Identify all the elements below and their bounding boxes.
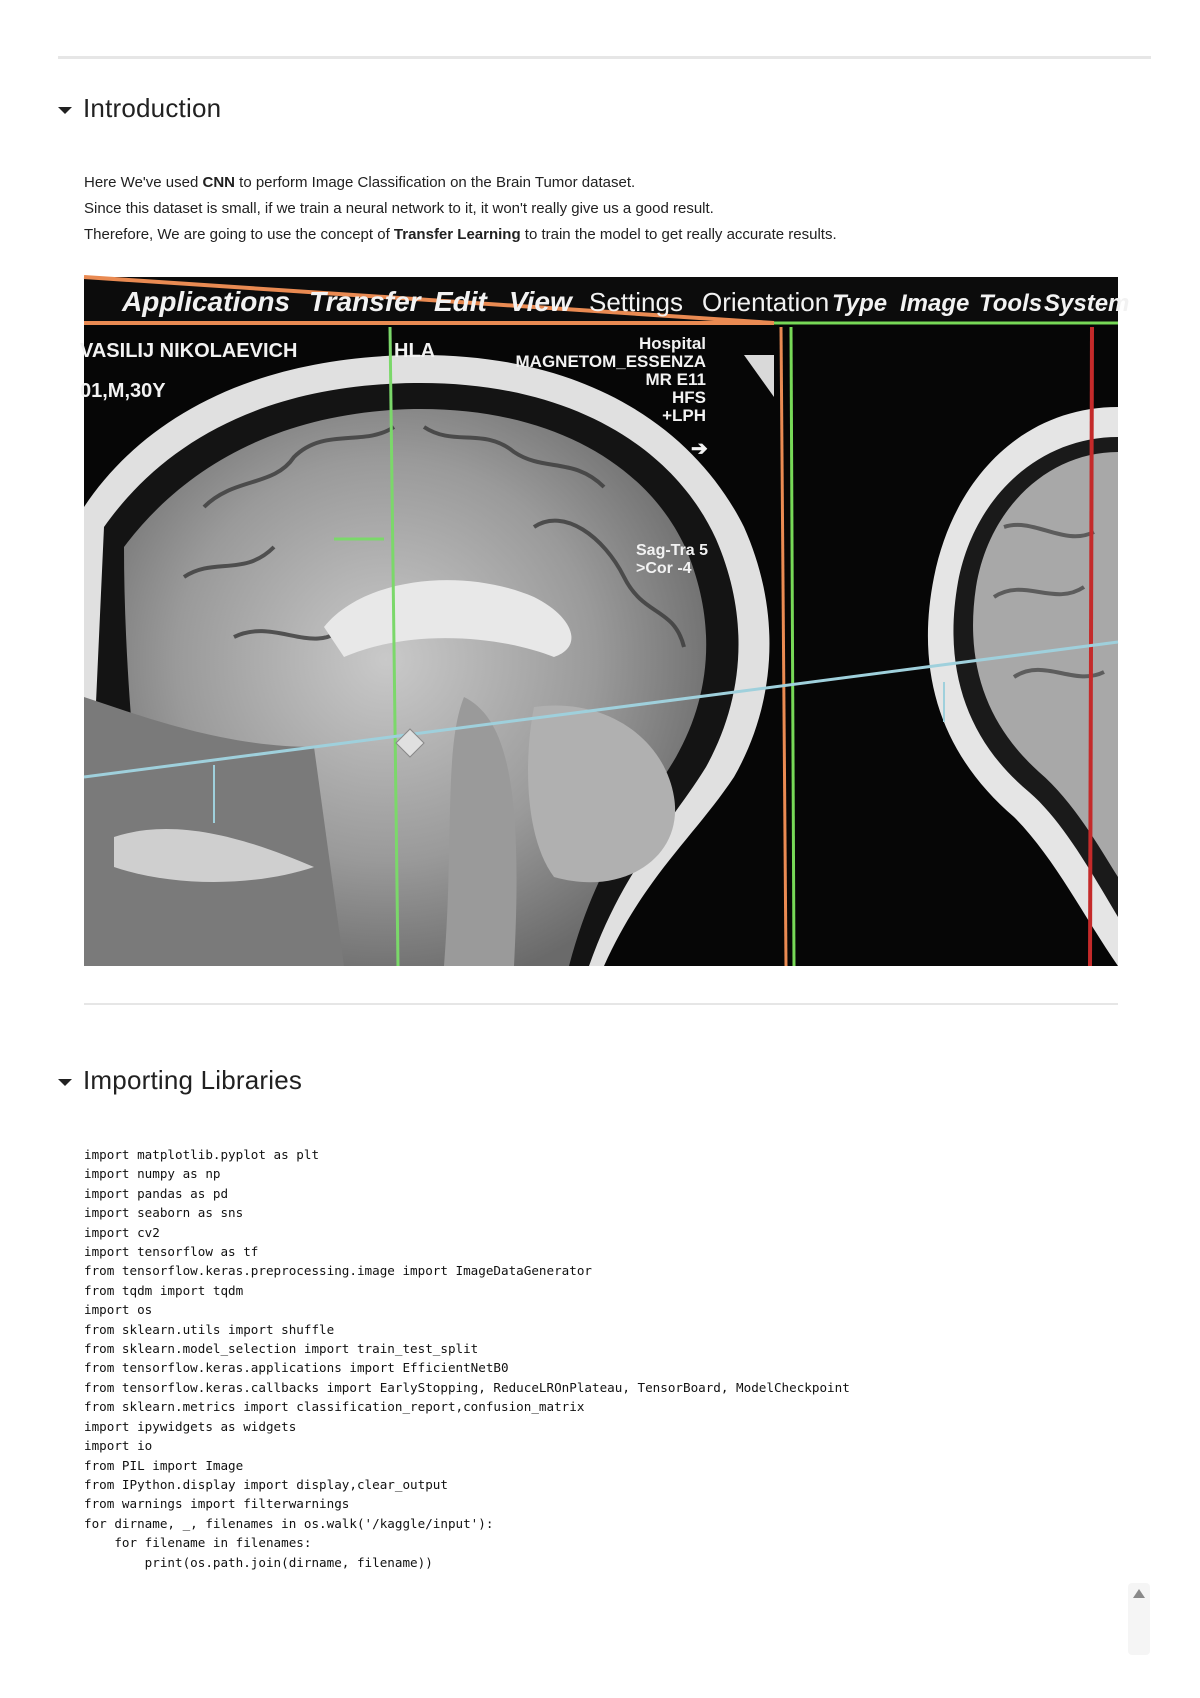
mri-plane-label: HLA (394, 340, 436, 362)
mri-menu-item: Transfer (309, 286, 421, 317)
mri-menu-item: Settings (589, 287, 683, 317)
svg-text:Hospital: Hospital (638, 334, 706, 353)
mri-menu-item: Orientation (702, 287, 830, 317)
cell-divider (84, 1003, 1118, 1005)
mri-overlay-label: >Cor -4 (636, 560, 692, 577)
mri-menu-item: Tools (979, 290, 1043, 317)
mri-patient-name: VASILIJ NIKOLAEVICH (80, 340, 298, 362)
collapse-caret-icon[interactable] (58, 1079, 72, 1086)
mri-overlay-label: Sag-Tra 5 (636, 542, 709, 559)
mri-menu-item: Edit (434, 286, 487, 317)
svg-text:+LPH: +LPH (662, 406, 706, 425)
intro-line-3: Therefore, We are going to use the concept of Transfer Learning to train the model to get really accurate results. (84, 226, 837, 243)
svg-text:MAGNETOM_ESSENZA: MAGNETOM_ESSENZA (515, 352, 706, 371)
svg-text:MR E11: MR E11 (645, 370, 706, 389)
section-title: Importing Libraries (83, 1065, 303, 1095)
code-cell[interactable]: import matplotlib.pyplot as plt import numpy as np import pandas as pd import seaborn as sns import cv2 import tensorflow as tf from tensorflow.keras.preprocessing.image import ImageDataGenerator from tqdm import tqdm import os from sklearn.utils import shuffle from sklearn.model_selection import train_test_split from tensorflow.keras.applications import EfficientNetB0 from tensorflow.keras.callbacks import EarlyStopping, ReduceLROnPlateau, TensorBoard, ModelCheckpoint from sklearn.metrics import classification_report,confusion_matrix import ipywidgets as widgets import io from PIL import Image from IPython.display import display,clear_output from warnings import filterwarnings for dirname, _, filenames in os.walk('/kaggle/input'): for filename in filenames: print(os.path.join(dirname, filename)) (84, 1147, 850, 1570)
arrow-up-icon[interactable] (1133, 1589, 1145, 1598)
intro-line-1: Here We've used CNN to perform Image Classification on the Brain Tumor dataset. (84, 174, 636, 191)
mri-menu-bar (121, 286, 1129, 317)
mri-menu-item: Type (832, 290, 888, 317)
mri-menu-item: System (1044, 290, 1130, 317)
intro-line-2: Since this dataset is small, if we train a neural network to it, it won't really give us a good result. (84, 200, 714, 217)
mri-brain-image (80, 277, 1130, 966)
intro-paragraph (84, 170, 837, 248)
section-title: Introduction (83, 93, 222, 123)
section-header-introduction[interactable] (58, 93, 221, 124)
mri-patient-info: 01,M,30Y (80, 380, 166, 402)
scroll-to-top-button[interactable] (1128, 1583, 1150, 1655)
mri-menu-item: Applications (122, 286, 291, 317)
mri-menu-item: View (509, 286, 572, 317)
top-divider (58, 56, 1151, 59)
collapse-caret-icon[interactable] (58, 107, 72, 114)
arrow-right-icon: ➔ (691, 438, 708, 460)
svg-text:HFS: HFS (672, 388, 706, 407)
mri-menu-item: Image (900, 290, 970, 317)
section-header-importing-libraries[interactable] (58, 1065, 302, 1096)
